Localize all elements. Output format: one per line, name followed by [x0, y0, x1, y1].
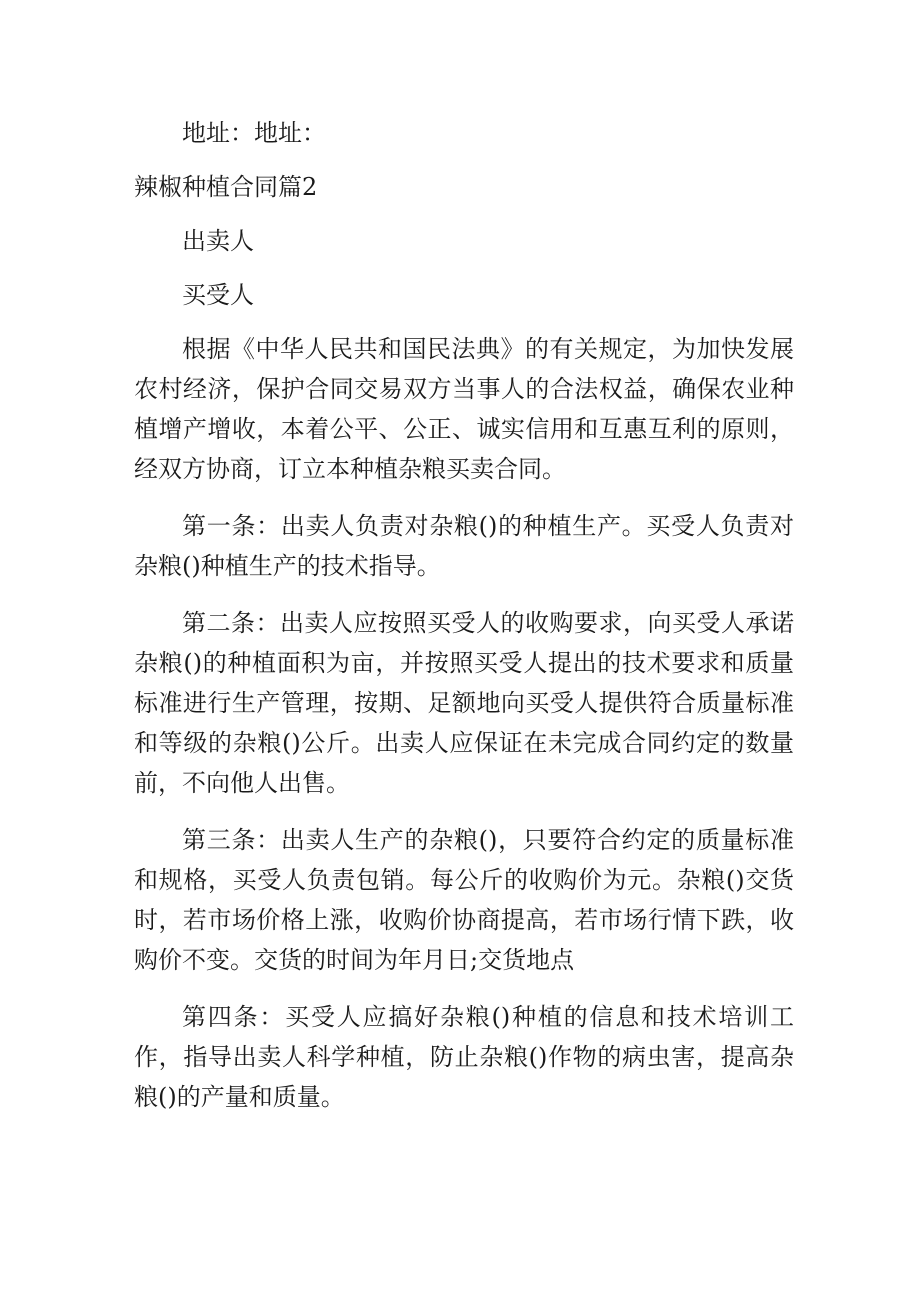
- buyer-label: 买受人: [182, 281, 254, 309]
- paragraph-preamble: 根据《中华人民共和国民法典》的有关规定，为加快发展农村经济，保护合同交易双方当事人的合法权益，确保农业种植增产增收，本着公平、公正、诚实信用和互惠互利的原则，经双方协商，订立本种植杂粮买卖合同。: [134, 335, 794, 483]
- paragraph-article-2: 第二条：出卖人应按照买受人的收购要求，向买受人承诺杂粮()的种植面积为亩，并按照买受人提出的技术要求和质量标准进行生产管理，按期、足额地向买受人提供符合质量标准和等级的杂粮()公斤。出卖人应保证在未完成合同约定的数量前，不向他人出售。: [134, 609, 794, 797]
- paragraph-article-4: 第四条：买受人应搞好杂粮()种植的信息和技术培训工作，指导出卖人科学种植，防止杂粮()作物的病虫害，提高杂粮()的产量和质量。: [134, 1003, 794, 1111]
- seller-label: 出卖人: [182, 227, 254, 255]
- address-line: 地址：地址：: [182, 119, 326, 147]
- paragraph-article-3: 第三条：出卖人生产的杂粮()，只要符合约定的质量标准和规格，买受人负责包销。每公斤的收购价为元。杂粮()交货时，若市场价格上涨，收购价协商提高，若市场行情下跌，收购价不变。交货的时间为年月日;交货地点: [134, 826, 794, 974]
- section-title: 辣椒种植合同篇2: [134, 173, 318, 201]
- paragraph-article-1: 第一条：出卖人负责对杂粮()的种植生产。买受人负责对杂粮()种植生产的技术指导。: [134, 512, 794, 580]
- document-body: [134, 113, 794, 1117]
